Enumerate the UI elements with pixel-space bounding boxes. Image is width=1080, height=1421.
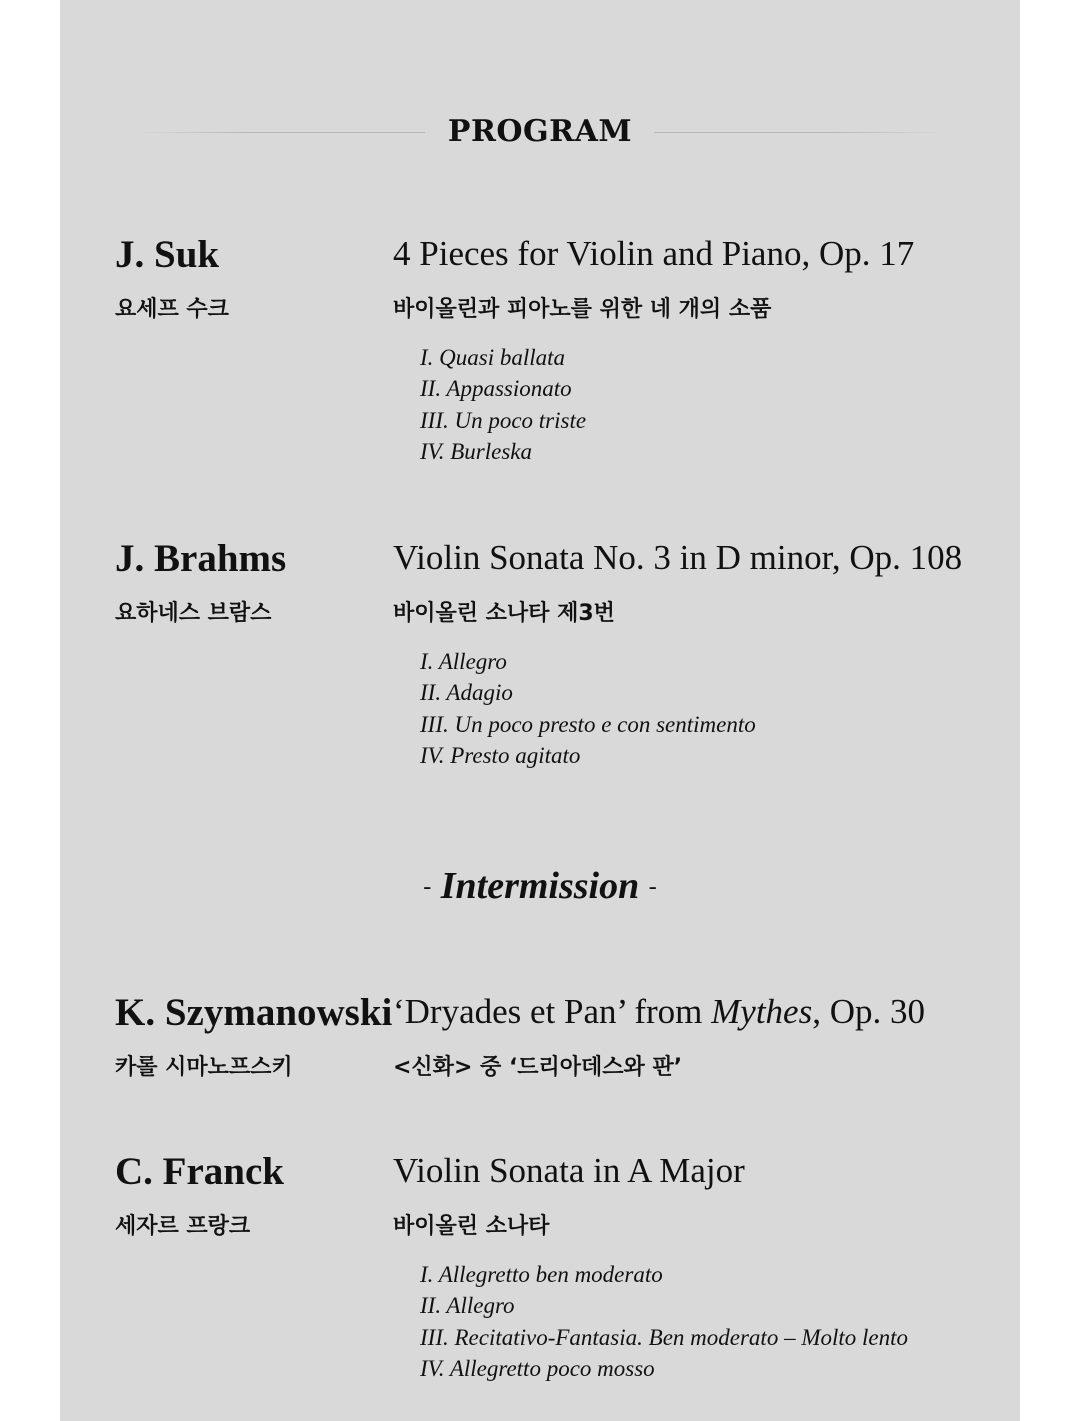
composer-name: J. Brahms — [115, 537, 287, 580]
work-title-prefix: ‘Dryades et Pan’ from — [393, 992, 712, 1031]
work-title-korean: 바이올린과 피아노를 위한 네 개의 소품 — [393, 297, 772, 322]
composer-name-korean: 요세프 수크 — [115, 297, 229, 322]
intermission-dash-right: - — [648, 874, 657, 900]
header-rule-right — [654, 132, 944, 133]
composer-name-korean: 카롤 시마노프스키 — [115, 1055, 293, 1080]
intermission-dash-left: - — [423, 874, 432, 900]
program-page — [60, 0, 1020, 1421]
movement-item: I. Allegretto ben moderato — [420, 1262, 663, 1287]
movement-item: III. Recitativo-Fantasia. Ben moderato – Molto lento — [420, 1324, 908, 1350]
movement-list — [420, 1259, 908, 1384]
composer-name-korean: 세자르 프랑크 — [115, 1214, 251, 1239]
movement-item: III. Un poco presto e con sentimento — [420, 711, 756, 737]
work-title-korean: 바이올린 소나타 제3번 — [393, 601, 615, 626]
movement-list — [420, 646, 756, 771]
movement-item: IV. Presto agitato — [420, 742, 581, 768]
movement-item: I. Quasi ballata — [420, 345, 566, 370]
work-title — [393, 992, 925, 1032]
work-title: 4 Pieces for Violin and Piano, Op. 17 — [393, 234, 915, 273]
work-title-korean: 바이올린 소나타 — [393, 1214, 550, 1239]
work-title: Violin Sonata in A Major — [393, 1151, 745, 1190]
composer-name-korean: 요하네스 브람스 — [115, 601, 272, 626]
work-title: Violin Sonata No. 3 in D minor, Op. 108 — [393, 538, 963, 577]
movement-item: IV. Burleska — [420, 438, 533, 464]
composer-name: K. Szymanowski — [115, 991, 393, 1034]
intermission-text: Intermission — [440, 865, 640, 907]
program-header — [60, 108, 1020, 158]
work-title-korean: <신화> 중 ‘드리아데스와 판’ — [393, 1055, 683, 1080]
work-title-suffix: , Op. 30 — [812, 992, 925, 1031]
intermission-label — [60, 864, 1020, 908]
composer-name: C. Franck — [115, 1150, 284, 1193]
page-title: PROGRAM — [447, 114, 633, 149]
movement-item: III. Un poco triste — [420, 407, 587, 433]
movement-list — [420, 342, 586, 467]
movement-item: II. Appassionato — [420, 376, 572, 402]
header-rule-left — [135, 132, 425, 133]
movement-item: IV. Allegretto poco mosso — [420, 1355, 655, 1381]
work-title-italic: Mythes — [711, 992, 813, 1031]
movement-item: II. Allegro — [420, 1293, 515, 1319]
composer-name: J. Suk — [115, 233, 220, 276]
movement-item: II. Adagio — [420, 680, 513, 706]
movement-item: I. Allegro — [420, 649, 507, 674]
